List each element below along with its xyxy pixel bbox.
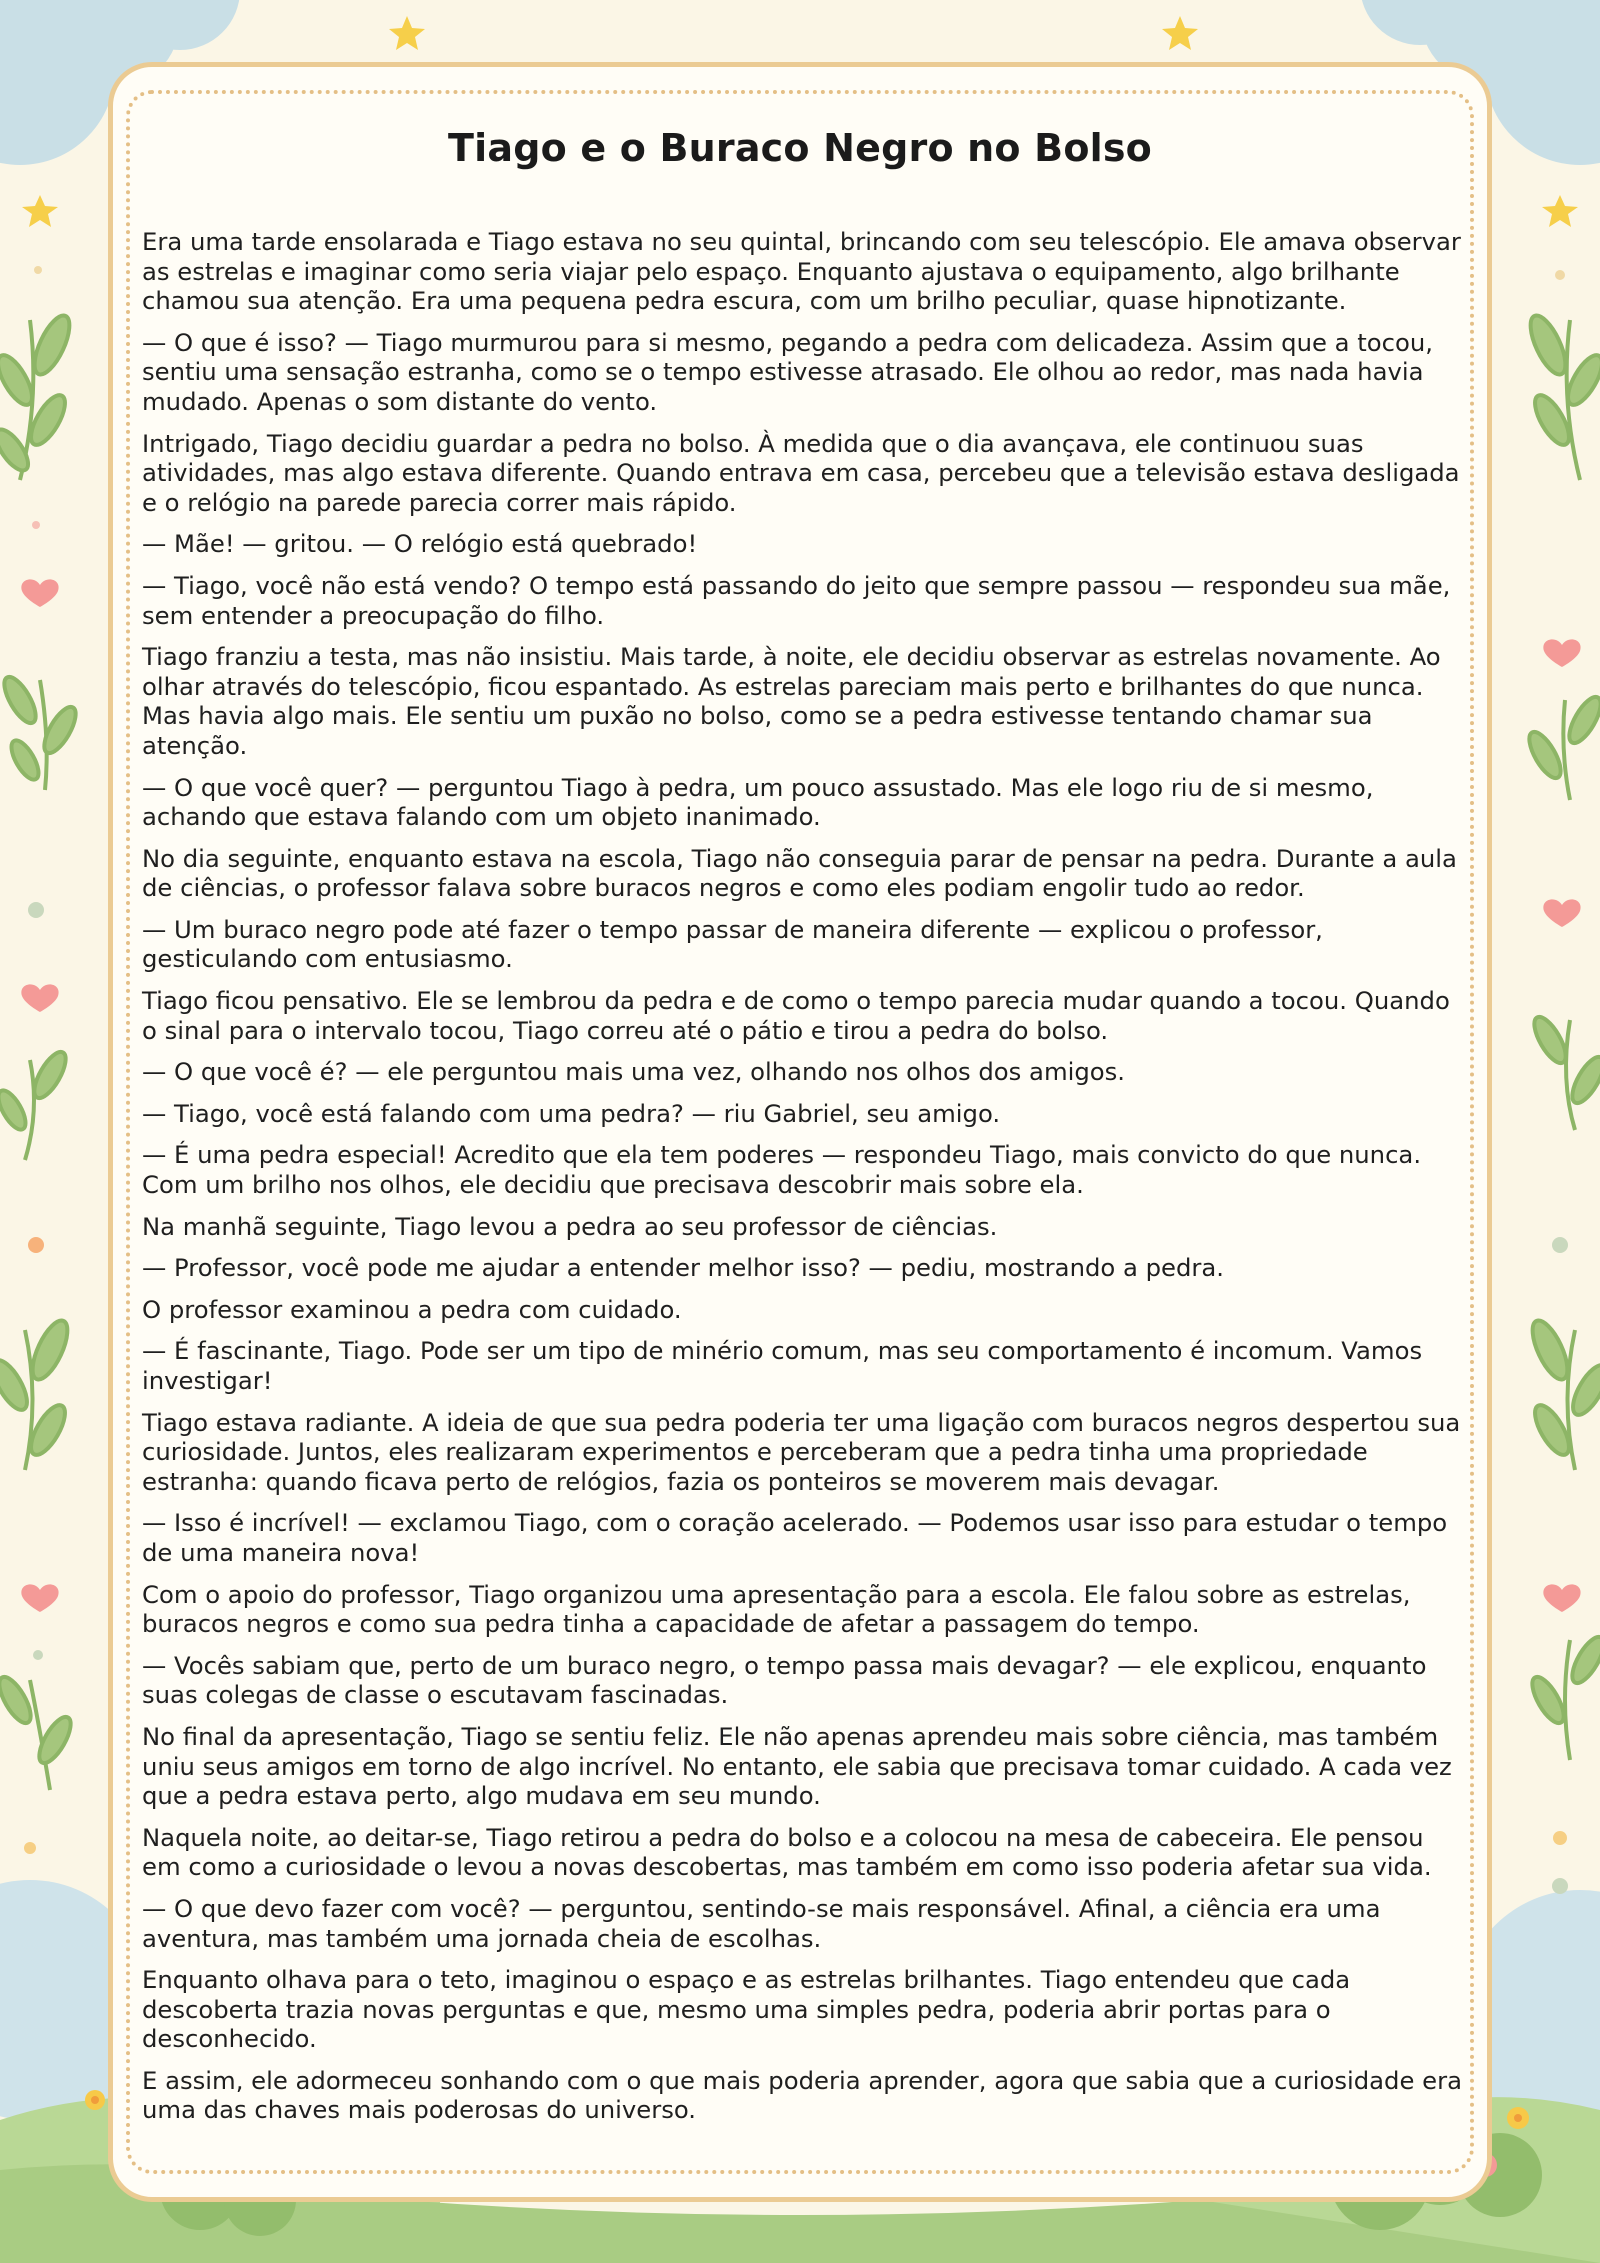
story-title: Tiago e o Buraco Negro no Bolso: [448, 126, 1152, 170]
leaf-branch-icon: [1524, 311, 1600, 480]
story-paragraph: — Tiago, você não está vendo? O tempo está passando do jeito que sempre passou — respondeu sua mãe, sem entender a preocupação do filho.: [142, 570, 1451, 630]
story-paragraph: — É fascinante, Tiago. Pode ser um tipo de minério comum, mas seu comportamento é incomum. Vamos investigar!: [142, 1336, 1423, 1395]
story-paragraph: O professor examinou a pedra com cuidado.: [142, 1294, 682, 1324]
leaf-branch-icon: [0, 1316, 74, 1470]
story-paragraph: Enquanto olhava para o teto, imaginou o espaço e as estrelas brilhantes. Tiago entendeu que cada descoberta trazia novas perguntas e que, mesmo uma simples pedra, poderia abrir portas para o desconhecido.: [142, 1965, 1351, 2054]
story-paragraph: Tiago estava radiante. A ideia de que sua pedra poderia ter uma ligação com buracos negros despertou sua curiosidade. Juntos, eles realizaram experimentos e perceberam que a pedra tinha uma propriedade estranha: quando ficava perto de relógios, fazia os ponteiros se moverem mais devagar.: [142, 1407, 1461, 1496]
story-paragraph: — Isso é incrível! — exclamou Tiago, com o coração acelerado. — Podemos usar isso para estudar o tempo de uma maneira nova!: [142, 1508, 1448, 1567]
leaf-branch-icon: [0, 311, 76, 480]
story-paragraph: — Mãe! — gritou. — O relógio está quebrado!: [142, 529, 698, 559]
leaf-branch-icon: [0, 1047, 72, 1160]
leaf-branch-icon: [1526, 1632, 1600, 1760]
story-paragraph: — O que você quer? — perguntou Tiago à pedra, um pouco assustado. Mas ele logo riu de si mesmo, achando que estava falando com um objeto inanimado.: [142, 772, 1374, 832]
story-paragraph: — É uma pedra especial! Acredito que ela tem poderes — respondeu Tiago, mais convicto do que nunca. Com um brilho nos olhos, ele decidiu que precisava descobrir mais sobre ela.: [142, 1140, 1422, 1200]
story-paragraph: — Um buraco negro pode até fazer o tempo passar de maneira diferente — explicou o professor, gesticulando com entusiasmo.: [142, 914, 1323, 974]
story-paragraph: No final da apresentação, Tiago se sentiu feliz. Ele não apenas aprendeu mais sobre ciência, mas também uniu seus amigos em torno de algo incrível. No entanto, ele sabia que precisava tomar cuidado. A cada vez que a pedra estava perto, algo mudava em seu mundo.: [142, 1721, 1452, 1811]
story-paragraph: — O que devo fazer com você? — perguntou, sentindo-se mais responsável. Afinal, a ciência era uma aventura, mas também uma jornada cheia de escolhas.: [142, 1893, 1381, 1953]
story-paragraph: Tiago ficou pensativo. Ele se lembrou da pedra e de como o tempo parecia mudar quando a tocou. Quando o sinal para o intervalo tocou, Tiago correu até o pátio e tirou a pedra do bolso.: [142, 986, 1450, 1045]
story-paragraph: Tiago franziu a testa, mas não insistiu. Mais tarde, à noite, ele decidiu observar as estrelas novamente. Ao olhar através do telescópio, ficou espantado. As estrelas pareciam mais perto e brilhantes do que nunca. Mas havia algo mais. Ele sentiu um puxão no bolso, como se a pedra estivesse tentando chamar sua atenção.: [142, 642, 1441, 760]
story-paragraph: Com o apoio do professor, Tiago organizou uma apresentação para a escola. Ele falou sobre as estrelas, buracos negros e como sua pedra tinha a capacidade de afetar a passagem do tempo.: [142, 1579, 1411, 1639]
leaf-branch-icon: [1528, 1012, 1600, 1130]
story-paragraph: — Vocês sabiam que, perto de um buraco negro, o tempo passa mais devagar? — ele explicou, enquanto suas colegas de classe o escutavam fascinadas.: [142, 1650, 1427, 1710]
leaf-branch-icon: [0, 1672, 77, 1790]
story-paragraph: Intrigado, Tiago decidiu guardar a pedra no bolso. À medida que o dia avançava, ele continuou suas atividades, mas algo estava diferente. Quando entrava em casa, percebeu que a televisão estava desligada e o relógio na parede parecia correr mais rápido.: [142, 428, 1460, 517]
story-paragraph: — O que é isso? — Tiago murmurou para si mesmo, pegando a pedra com delicadeza. Assim que a tocou, sentiu uma sensação estranha, como se o tempo estivesse atrasado. Ele olhou ao redor, mas nada havia mudado. Apenas o som distante do vento.: [142, 327, 1434, 416]
story-paragraph: Era uma tarde ensolarada e Tiago estava no seu quintal, brincando com seu telescópio. Ele amava observar as estrelas e imaginar como seria viajar pelo espaço. Enquanto ajustava o equipamento, algo brilhante chamou sua atenção. Era uma pequena pedra escura, com um brilho peculiar, quase hipnotizante.: [142, 227, 1461, 316]
leaf-branch-icon: [0, 672, 82, 790]
story-body: [142, 227, 1464, 2137]
story-paragraph: No dia seguinte, enquanto estava na escola, Tiago não conseguia parar de pensar na pedra. Durante a aula de ciências, o professor falava sobre buracos negros e como eles podiam engolir tudo ao redor.: [142, 843, 1457, 903]
story-paragraph: — Tiago, você está falando com uma pedra? — riu Gabriel, seu amigo.: [142, 1098, 1001, 1128]
story-paragraph: — O que você é? — ele perguntou mais uma vez, olhando nos olhos dos amigos.: [142, 1057, 1126, 1087]
leaf-branch-icon: [1523, 692, 1600, 800]
story-paragraph: Na manhã seguinte, Tiago levou a pedra ao seu professor de ciências.: [142, 1211, 998, 1241]
story-paragraph: — Professor, você pode me ajudar a entender melhor isso? — pediu, mostrando a pedra.: [142, 1253, 1224, 1283]
story-paragraph: Naquela noite, ao deitar-se, Tiago retirou a pedra do bolso e a colocou na mesa de cabeceira. Ele pensou em como a curiosidade o levou a novas descobertas, mas também em como isso poderia afetar sua vida.: [142, 1822, 1432, 1882]
leaf-branch-icon: [1526, 1316, 1600, 1470]
story-paragraph: E assim, ele adormeceu sonhando com o que mais poderia aprender, agora que sabia que a curiosidade era uma das chaves mais poderosas do universo.: [142, 2065, 1462, 2125]
